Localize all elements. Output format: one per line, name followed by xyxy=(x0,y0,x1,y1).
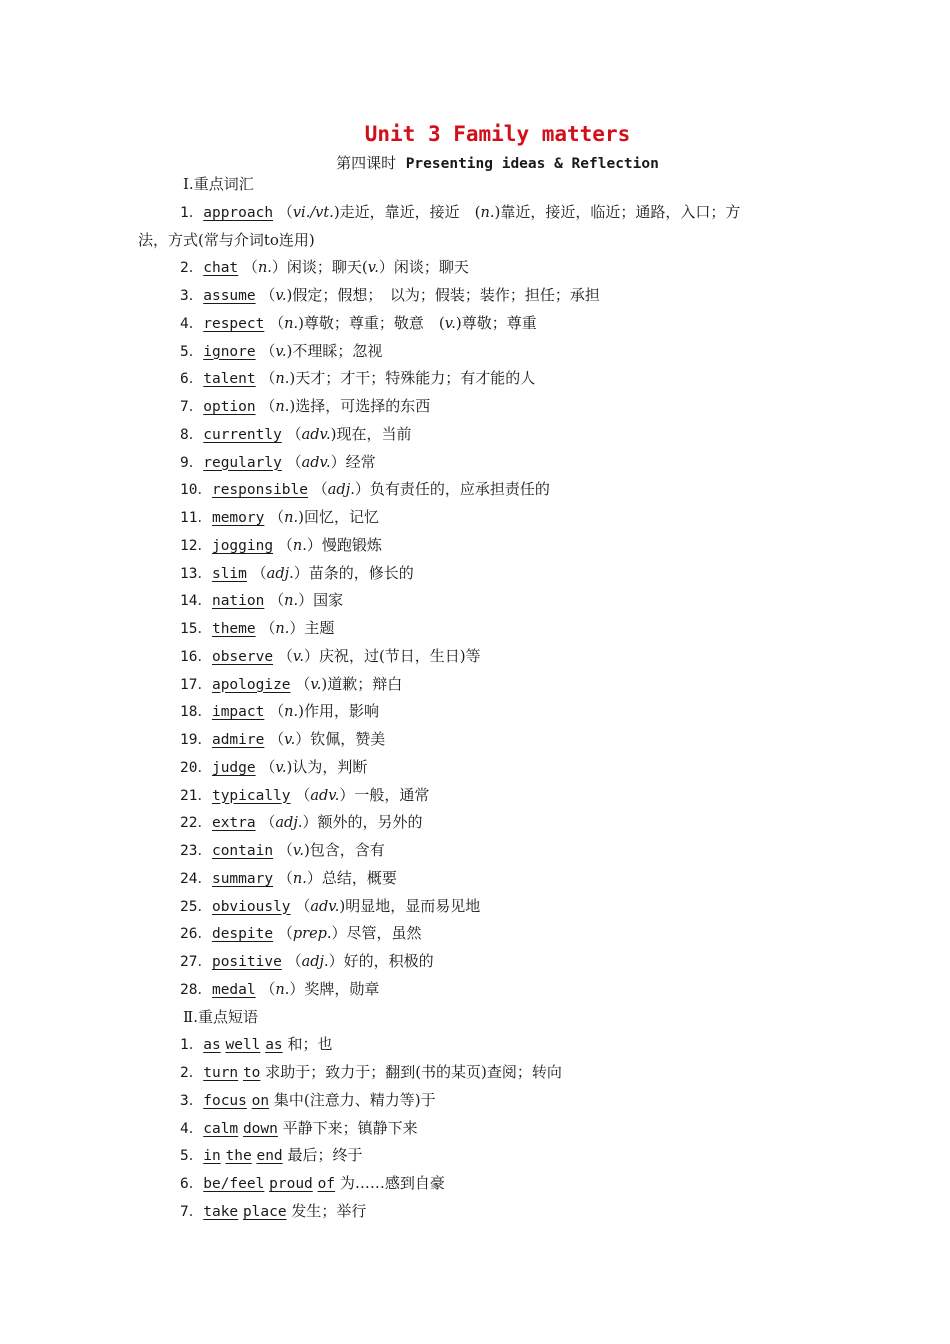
vocab-word: jogging xyxy=(211,537,274,554)
vocab-meaning: )选择，可选择的东西 xyxy=(289,397,431,415)
part-of-speech: v. xyxy=(275,343,287,360)
item-number: 6． xyxy=(180,371,204,388)
vocab-item: 13．slim （adj.）苗条的，修长的 xyxy=(180,563,414,582)
vocab-word: theme xyxy=(211,621,256,637)
page-subtitle xyxy=(0,152,950,173)
vocab-word: approach xyxy=(203,204,274,221)
vocab-item: 26．despite （prep.）尽管，虽然 xyxy=(180,924,422,943)
item-number: 27． xyxy=(180,954,212,970)
vocab-item: 11．memory （n.)回忆，记忆 xyxy=(180,508,379,526)
phrase-item xyxy=(180,1201,366,1222)
part-of-speech: n. xyxy=(284,315,299,332)
vocab-meaning: ）闲谈；聊天 xyxy=(378,258,469,277)
vocab-meaning: )尊敬；尊重 xyxy=(455,313,537,332)
phrase-word: place xyxy=(242,1203,287,1220)
item-number: 21． xyxy=(180,787,212,804)
part-of-speech: v. xyxy=(444,315,456,332)
section-heading-phrases xyxy=(183,1007,258,1027)
vocab-item: 20．judge （v.)认为，判断 xyxy=(180,757,368,776)
vocab-meaning: ）经常 xyxy=(330,452,376,471)
part-of-speech: v. xyxy=(292,648,304,665)
part-of-speech: adj. xyxy=(327,482,355,499)
phrase-word: the xyxy=(225,1148,252,1165)
phrase-meaning: 和；也 xyxy=(287,1035,333,1054)
vocab-word: summary xyxy=(211,870,274,887)
vocab-item: 19．admire （v.）钦佩，赞美 xyxy=(180,730,386,748)
phrase-meaning: 为……感到自豪 xyxy=(339,1174,445,1192)
vocab-meaning: ）好的，积极的 xyxy=(328,952,434,970)
phrase-item xyxy=(180,1145,362,1166)
vocab-meaning: )明显地，显而易见地 xyxy=(339,896,481,915)
item-number: 3． xyxy=(180,1092,204,1109)
vocab-word: obviously xyxy=(211,898,291,915)
item-number: 1． xyxy=(180,204,204,221)
part-of-speech: n. xyxy=(275,399,290,415)
vocab-item: 27．positive （adj.）好的，积极的 xyxy=(180,952,434,970)
vocab-word: assume xyxy=(203,288,256,304)
phrase-meaning: 发生；举行 xyxy=(291,1201,367,1220)
vocab-item: 10．responsible （adj.）负有责任的，应承担责任的 xyxy=(180,480,550,499)
part-of-speech: adj. xyxy=(275,815,303,832)
vocab-item: 22．extra （adj.）额外的，另外的 xyxy=(180,813,423,832)
phrase-word: proud xyxy=(269,1176,313,1192)
vocab-item: 17．apologize （v.)道歉；辩白 xyxy=(180,674,403,693)
phrase-word: on xyxy=(251,1092,270,1109)
item-number: 3． xyxy=(180,288,204,304)
vocab-meaning: )走近，靠近，接近 ( xyxy=(333,202,481,221)
phrase-word: well xyxy=(225,1037,261,1054)
phrase-meaning: 求助于；致力于；翻到(书的某页)查阅；转向 xyxy=(265,1063,562,1081)
vocab-word: responsible xyxy=(211,482,308,499)
part-of-speech: vi./vt. xyxy=(292,204,334,221)
item-number: 1． xyxy=(180,1037,204,1054)
vocab-meaning: )假定；假想； 以为；假装；装作；担任；承担 xyxy=(286,286,600,304)
part-of-speech: v. xyxy=(310,676,322,693)
part-of-speech: adv. xyxy=(301,426,331,443)
page-title: Unit 3 Family matters xyxy=(364,122,631,146)
vocab-item: 7．option （n.)选择，可选择的东西 xyxy=(180,397,431,415)
item-number: 4． xyxy=(180,1120,204,1137)
part-of-speech: n. xyxy=(275,371,290,388)
part-of-speech: v. xyxy=(275,759,287,776)
vocab-word: respect xyxy=(203,315,265,332)
part-of-speech: adv. xyxy=(301,454,331,471)
vocab-meaning: )包含，含有 xyxy=(303,841,385,859)
vocab-meaning: ）国家 xyxy=(298,591,344,610)
item-number: 6． xyxy=(180,1176,204,1192)
vocab-meaning: ）苗条的，修长的 xyxy=(293,563,414,582)
vocab-meaning: ）尽管，虽然 xyxy=(331,924,422,943)
phrase-item xyxy=(180,1118,418,1139)
item-number: 15． xyxy=(180,621,212,637)
item-number: 18． xyxy=(180,704,212,721)
vocab-meaning: ）慢跑锻炼 xyxy=(306,535,382,554)
item-number: 28． xyxy=(180,981,212,998)
item-number: 22． xyxy=(180,815,212,832)
vocab-item: 25．obviously （adv.)明显地，显而易见地 xyxy=(180,896,481,915)
phrase-word: as xyxy=(265,1037,283,1054)
vocab-item: 23．contain （v.)包含，含有 xyxy=(180,841,385,859)
vocab-item: 16．observe （v.）庆祝，过(节日，生日)等 xyxy=(180,646,481,665)
vocab-word: nation xyxy=(211,593,265,610)
item-number: 17． xyxy=(180,676,212,693)
vocab-item: 18．impact （n.)作用，影响 xyxy=(180,702,379,721)
item-number: 13． xyxy=(180,565,212,582)
phrase-item xyxy=(180,1090,436,1111)
vocab-item: 1．approach （vi./vt.)走近，靠近，接近 (n.)靠近，接近，临近；通路，入口；方 xyxy=(180,202,741,221)
vocab-word: extra xyxy=(211,815,256,832)
item-number: 5． xyxy=(180,1148,204,1165)
item-number: 5． xyxy=(180,343,204,360)
part-of-speech: n. xyxy=(292,537,307,554)
vocab-item-continuation xyxy=(138,230,315,250)
phrase-word: focus xyxy=(203,1092,247,1109)
section-heading-vocabulary xyxy=(183,174,254,194)
phrase-word: be/feel xyxy=(203,1176,265,1192)
item-number: 24． xyxy=(180,870,212,887)
phrase-word: take xyxy=(203,1203,239,1220)
vocab-word: medal xyxy=(211,981,256,998)
part-of-speech: n. xyxy=(284,704,299,721)
vocab-word: admire xyxy=(211,732,265,748)
vocab-meaning: )靠近，接近，临近；通路，入口；方 xyxy=(494,202,741,221)
vocab-word: chat xyxy=(203,260,239,277)
vocab-item: 8．currently （adv.)现在，当前 xyxy=(180,424,412,443)
phrase-meaning: 平静下来；镇静下来 xyxy=(282,1118,418,1137)
part-of-speech: adj. xyxy=(266,565,294,582)
item-number: 11． xyxy=(180,510,212,526)
vocab-meaning: ）奖牌，勋章 xyxy=(289,979,380,998)
phrase-word: of xyxy=(317,1176,336,1192)
vocab-item: 4．respect （n.)尊敬；尊重；敬意 (v.)尊敬；尊重 xyxy=(180,313,537,332)
vocab-meaning: )回忆，记忆 xyxy=(298,508,379,526)
vocab-meaning: )尊敬；尊重；敬意 ( xyxy=(298,313,445,332)
phrase-item xyxy=(180,1034,332,1055)
item-number: 2． xyxy=(180,260,204,277)
vocab-word: ignore xyxy=(203,343,256,360)
phrase-meaning: 集中(注意力、精力等)于 xyxy=(273,1090,436,1109)
item-number: 19． xyxy=(180,732,212,748)
vocab-word: regularly xyxy=(203,454,282,471)
vocab-meaning: )不理睬；忽视 xyxy=(286,341,383,360)
vocab-item: 14．nation （n.）国家 xyxy=(180,591,344,610)
vocab-word: apologize xyxy=(211,676,291,693)
part-of-speech: prep. xyxy=(292,926,332,943)
vocab-word: typically xyxy=(211,787,291,804)
item-number: 12． xyxy=(180,537,212,554)
vocab-word: talent xyxy=(203,371,256,388)
vocab-meaning: ）闲谈；聊天( xyxy=(271,258,368,277)
vocab-meaning: )道歉；辩白 xyxy=(321,674,403,693)
part-of-speech: n. xyxy=(292,870,307,887)
item-number: 23． xyxy=(180,843,212,859)
item-number: 8． xyxy=(180,426,204,443)
part-of-speech: adj. xyxy=(301,954,329,970)
phrase-word: calm xyxy=(203,1120,239,1137)
vocab-item: 5．ignore （v.)不理睬；忽视 xyxy=(180,341,383,360)
part-of-speech: v. xyxy=(275,288,287,304)
vocab-item: 9．regularly （adv.）经常 xyxy=(180,452,376,471)
item-number: 25． xyxy=(180,898,212,915)
vocab-word: despite xyxy=(211,926,274,943)
item-number: 10． xyxy=(180,482,212,499)
vocab-meaning: 法，方式(常与介词to连用) xyxy=(138,230,315,249)
part-of-speech: n. xyxy=(284,510,299,526)
item-number: 9． xyxy=(180,454,204,471)
item-number: 4． xyxy=(180,315,204,332)
vocab-word: slim xyxy=(211,565,247,582)
vocab-word: judge xyxy=(211,759,256,776)
item-number: 26． xyxy=(180,926,212,943)
vocab-meaning: ）钦佩，赞美 xyxy=(295,730,386,748)
subtitle-lesson: 第四课时 xyxy=(336,154,397,172)
vocab-meaning: ）主题 xyxy=(289,619,335,637)
part-of-speech: n. xyxy=(480,204,495,221)
part-of-speech: n. xyxy=(275,621,290,637)
vocab-item: 12．jogging （n.）慢跑锻炼 xyxy=(180,535,382,554)
part-of-speech: n. xyxy=(275,981,290,998)
vocab-meaning: ）额外的，另外的 xyxy=(302,813,423,832)
vocab-meaning: )现在，当前 xyxy=(330,424,412,443)
vocab-item: 28．medal （n.）奖牌，勋章 xyxy=(180,979,380,998)
vocab-meaning: ）负有责任的，应承担责任的 xyxy=(354,480,550,499)
item-number: 2． xyxy=(180,1065,204,1081)
vocab-word: impact xyxy=(211,704,265,721)
vocab-item: 21．typically （adv.）一般，通常 xyxy=(180,785,430,804)
vocab-item: 6．talent （n.)天才；才干；特殊能力；有才能的人 xyxy=(180,369,536,388)
item-number: 16． xyxy=(180,648,212,665)
phrase-word: as xyxy=(203,1037,221,1054)
part-of-speech: adv. xyxy=(310,898,340,915)
vocab-word: option xyxy=(203,399,256,415)
vocab-item: 2．chat （n.）闲谈；聊天(v.）闲谈；聊天 xyxy=(180,258,469,277)
item-number: 14． xyxy=(180,593,212,610)
vocab-word: memory xyxy=(211,510,265,526)
part-of-speech: n. xyxy=(284,593,299,610)
phrase-item xyxy=(180,1173,445,1194)
section-heading-text: Ⅱ.重点短语 xyxy=(183,1007,258,1026)
phrase-meaning: 最后；终于 xyxy=(287,1146,363,1165)
vocab-meaning: )天才；才干；特殊能力；有才能的人 xyxy=(289,369,536,388)
vocab-item: 3．assume （v.)假定；假想； 以为；假装；装作；担任；承担 xyxy=(180,286,600,304)
phrase-word: to xyxy=(242,1065,261,1081)
item-number: 7． xyxy=(180,399,204,415)
vocab-item: 24．summary （n.）总结，概要 xyxy=(180,868,397,887)
phrase-word: in xyxy=(203,1148,221,1165)
part-of-speech: v. xyxy=(292,843,304,859)
vocab-meaning: ）一般，通常 xyxy=(339,785,430,804)
vocab-word: positive xyxy=(211,954,282,970)
part-of-speech: n. xyxy=(257,260,272,277)
phrase-item xyxy=(180,1062,562,1083)
part-of-speech: v. xyxy=(284,732,296,748)
part-of-speech: adv. xyxy=(310,787,340,804)
item-number: 20． xyxy=(180,759,212,776)
subtitle-topic: Presenting ideas & Reflection xyxy=(405,156,659,172)
vocab-meaning: ）总结，概要 xyxy=(306,868,397,887)
item-number: 7． xyxy=(180,1203,204,1220)
vocab-item: 15．theme （n.）主题 xyxy=(180,619,335,637)
vocab-word: contain xyxy=(211,843,274,859)
phrase-word: end xyxy=(256,1148,283,1165)
phrase-word: turn xyxy=(203,1065,239,1081)
phrase-word: down xyxy=(242,1120,278,1137)
vocab-meaning: )认为，判断 xyxy=(286,757,368,776)
vocab-meaning: )作用，影响 xyxy=(298,702,379,721)
part-of-speech: v. xyxy=(367,260,379,277)
vocab-word: currently xyxy=(203,426,282,443)
vocab-meaning: ）庆祝，过(节日，生日)等 xyxy=(303,646,481,665)
section-heading-text: Ⅰ.重点词汇 xyxy=(183,175,254,193)
vocab-word: observe xyxy=(211,648,274,665)
